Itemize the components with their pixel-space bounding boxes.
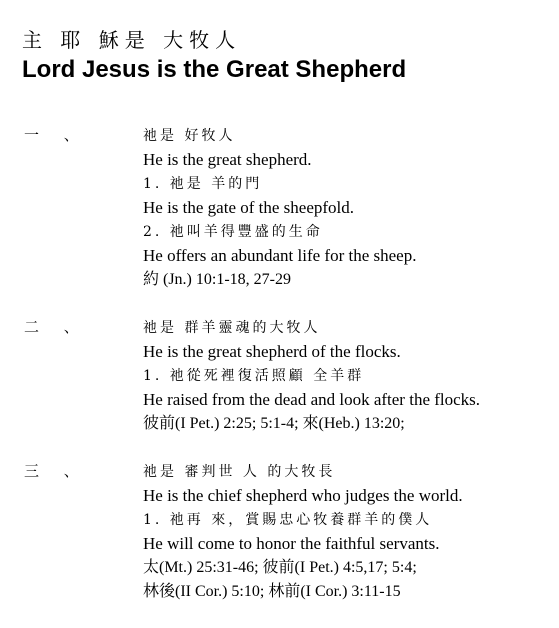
chinese-line: 1. 祂從死裡復活照顧 全羊群 (143, 368, 365, 384)
english-line: He raised from the dead and look after the flocks. (143, 390, 481, 409)
english-line: He offers an abundant life for the sheep. (143, 246, 417, 265)
scripture-reference: 彼前(I Pet.) 2:25; 5:1-4; 來(Heb.) 13:20; (143, 415, 405, 432)
chinese-line: 祂是 群羊靈魂的大牧人 (143, 320, 321, 336)
english-line: He is the chief shepherd who judges the world. (143, 486, 463, 505)
section-marker: 二 、 (24, 318, 89, 336)
english-line: He is the great shepherd. (143, 150, 312, 169)
scripture-reference: 太(Mt.) 25:31-46; 彼前(I Pet.) 4:5,17; 5:4; (143, 559, 417, 576)
chinese-line: 1. 祂是 羊的門 (143, 176, 263, 192)
section-lines (143, 124, 416, 292)
section-marker: 一 、 (24, 126, 89, 144)
english-line: He is the gate of the sheepfold. (143, 198, 355, 217)
chinese-line: 2. 祂叫羊得豐盛的生命 (143, 224, 323, 240)
section-lines (143, 316, 480, 436)
english-line: He will come to honor the faithful servants. (143, 534, 440, 553)
chinese-line: 祂是 好牧人 (143, 128, 236, 144)
page-title-chinese: 主 耶 穌是 大牧人 (22, 28, 242, 52)
section-lines (143, 460, 463, 604)
page-title-english: Lord Jesus is the Great Shepherd (22, 56, 407, 83)
chinese-line: 祂是 審判世 人 的大牧長 (143, 464, 336, 480)
scripture-reference: 林後(II Cor.) 5:10; 林前(I Cor.) 3:11-15 (143, 583, 401, 600)
chinese-line: 1. 祂再 來，賞賜忠心牧養群羊的僕人 (143, 512, 433, 528)
scripture-reference: 約 (Jn.) 10:1-18, 27-29 (143, 271, 291, 288)
section-marker: 三 、 (24, 462, 89, 480)
english-line: He is the great shepherd of the flocks. (143, 342, 401, 361)
